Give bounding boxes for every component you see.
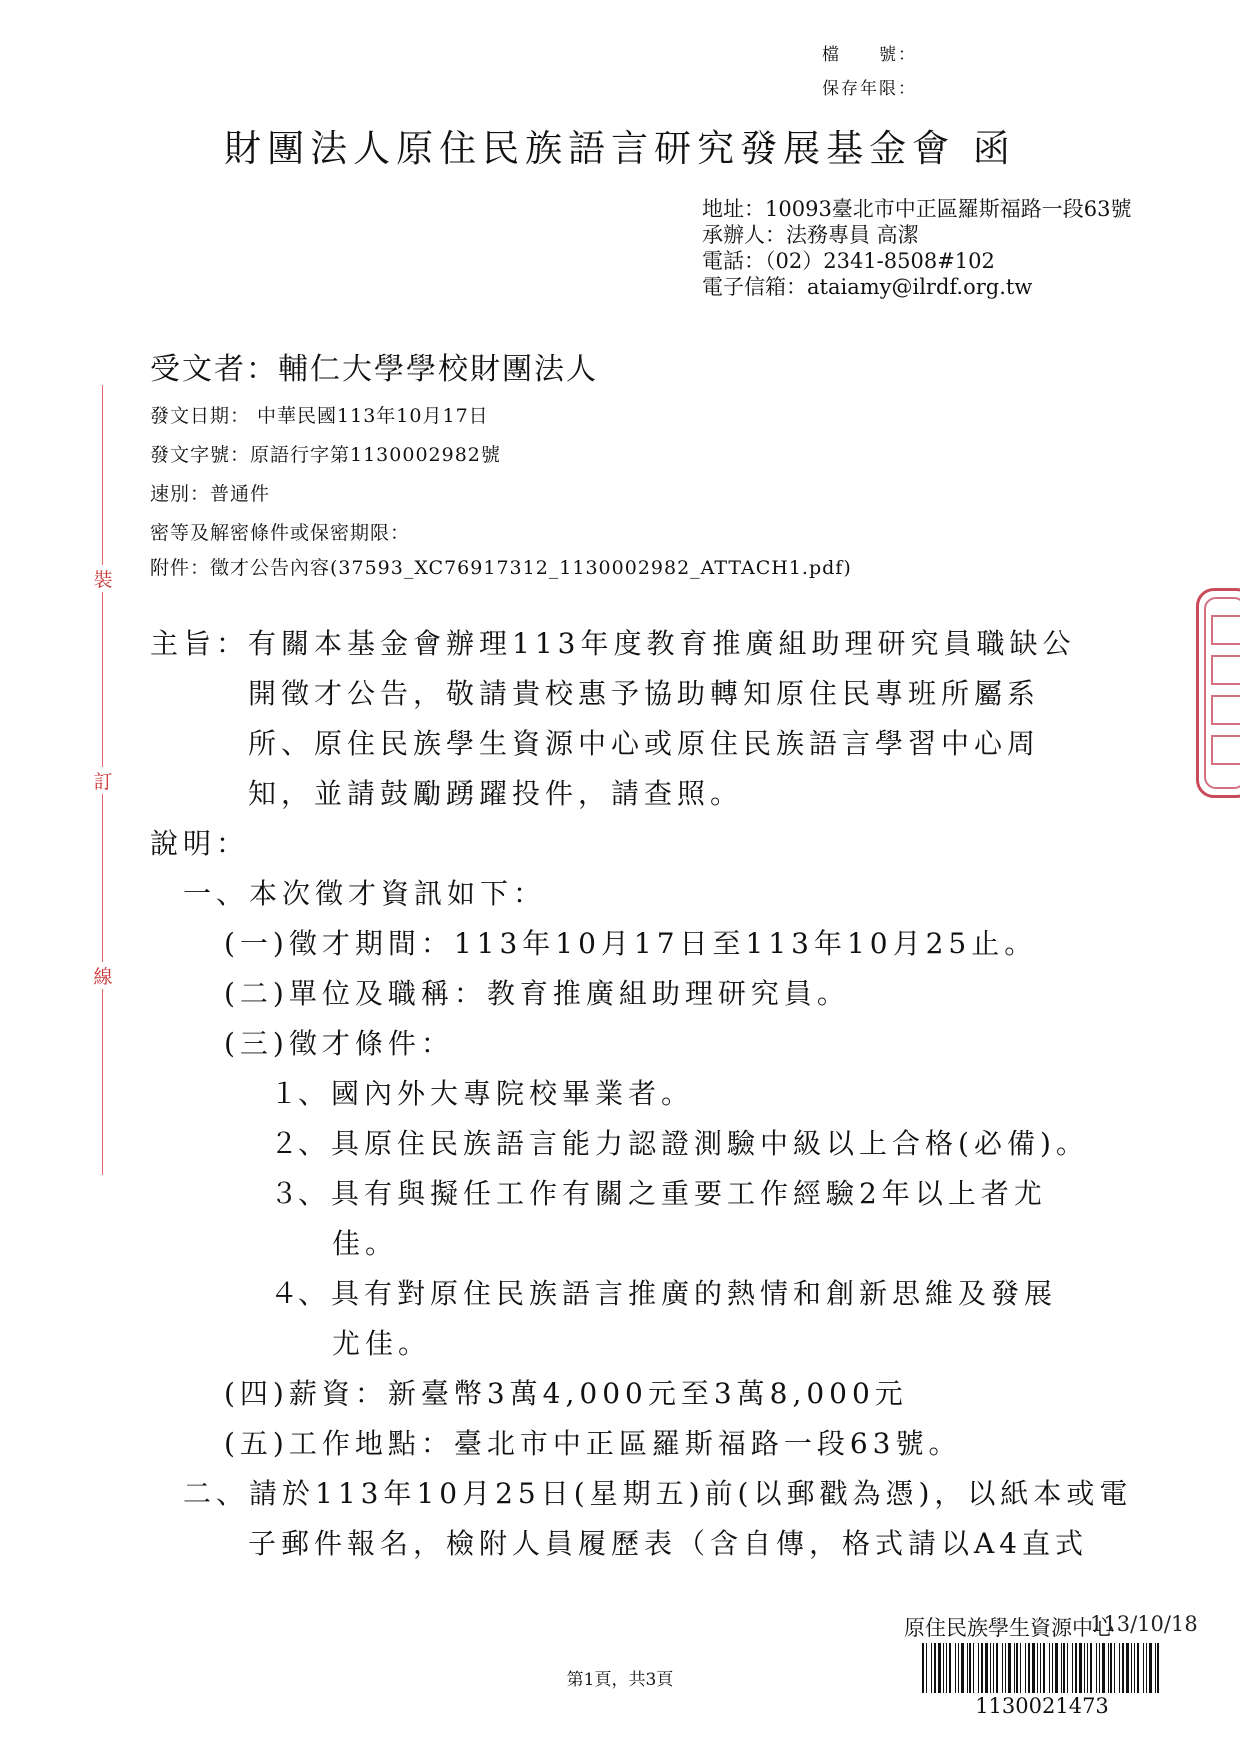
condition-item: ３、具有與擬任工作有關之重要工作經驗2年以上者尤 <box>270 1177 1047 1210</box>
recruitment-period: (一)徵才期間：113年10月17日至113年10月25止。 <box>224 927 1038 960</box>
delivery-speed: 速別：普通件 <box>150 483 271 505</box>
binding-mark-line: 線 <box>90 962 116 989</box>
barcode-number: 1130021473 <box>975 1694 1109 1718</box>
work-location: (五)工作地點：臺北市中正區羅斯福路一段63號。 <box>224 1427 962 1460</box>
secrecy-level: 密等及解密條件或保密期限： <box>150 522 411 544</box>
binding-mark-staple: 訂 <box>90 767 116 794</box>
condition-item: １、國內外大專院校畢業者。 <box>270 1077 695 1110</box>
file-number-label: 檔 號： <box>822 45 917 65</box>
document-title: 財團法人原住民族語言研究發展基金會 函 <box>224 127 1016 170</box>
condition-item: ２、具原住民族語言能力認證測驗中級以上合格(必備)。 <box>270 1127 1089 1160</box>
page-number: 第1頁，共3頁 <box>566 1670 674 1690</box>
item-two-line: 二、請於113年10月25日(星期五)前(以郵戳為憑)，以紙本或電 <box>183 1477 1133 1510</box>
receipt-unit: 原住民族學生資源中心 <box>904 1616 1114 1640</box>
subject-label: 主旨： <box>150 627 250 660</box>
receipt-date: 113/10/18 <box>1090 1612 1198 1636</box>
issue-number: 發文字號：原語行字第1130002982號 <box>150 444 501 466</box>
subject-line: 開徵才公告，敬請貴校惠予協助轉知原住民專班所屬系 <box>248 677 1041 710</box>
recipient: 受文者：輔仁大學學校財團法人 <box>150 352 598 387</box>
seal-stamp <box>1196 588 1240 798</box>
item-one-heading: 一、本次徵才資訊如下： <box>183 877 547 910</box>
retention-label: 保存年限： <box>822 79 917 99</box>
condition-item-continuation: 佳。 <box>332 1227 399 1260</box>
contact-email: 電子信箱：ataiamy@ilrdf.org.tw <box>702 275 1033 299</box>
condition-item: ４、具有對原住民族語言推廣的熱情和創新思維及發展 <box>270 1277 1058 1310</box>
contact-phone: 電話：（02）2341-8508#102 <box>702 249 995 273</box>
unit-and-title: (二)單位及職稱：教育推廣組助理研究員。 <box>224 977 850 1010</box>
condition-item-continuation: 尤佳。 <box>332 1327 432 1360</box>
item-two-line: 子郵件報名，檢附人員履歷表（含自傳，格式請以A4直式 <box>248 1527 1089 1560</box>
salary: (四)薪資：新臺幣3萬4,000元至3萬8,000元 <box>224 1377 908 1410</box>
issue-date: 發文日期： 中華民國113年10月17日 <box>150 405 489 427</box>
subject-line: 有關本基金會辦理113年度教育推廣組助理研究員職缺公 <box>248 627 1076 660</box>
contact-address: 地址：10093臺北市中正區羅斯福路一段63號 <box>702 197 1132 221</box>
binding-mark-bind: 裝 <box>90 565 116 592</box>
subject-line: 知，並請鼓勵踴躍投件，請查照。 <box>248 777 744 810</box>
conditions-label: (三)徵才條件： <box>224 1027 454 1060</box>
attachment: 附件：徵才公告內容(37593_XC76917312_1130002982_ATTACH1.pdf) <box>150 557 852 579</box>
contact-handler: 承辦人：法務專員 高潔 <box>702 223 919 247</box>
subject-line: 所、原住民族學生資源中心或原住民族語言學習中心周 <box>248 727 1041 760</box>
explanation-label: 說明： <box>150 827 250 860</box>
